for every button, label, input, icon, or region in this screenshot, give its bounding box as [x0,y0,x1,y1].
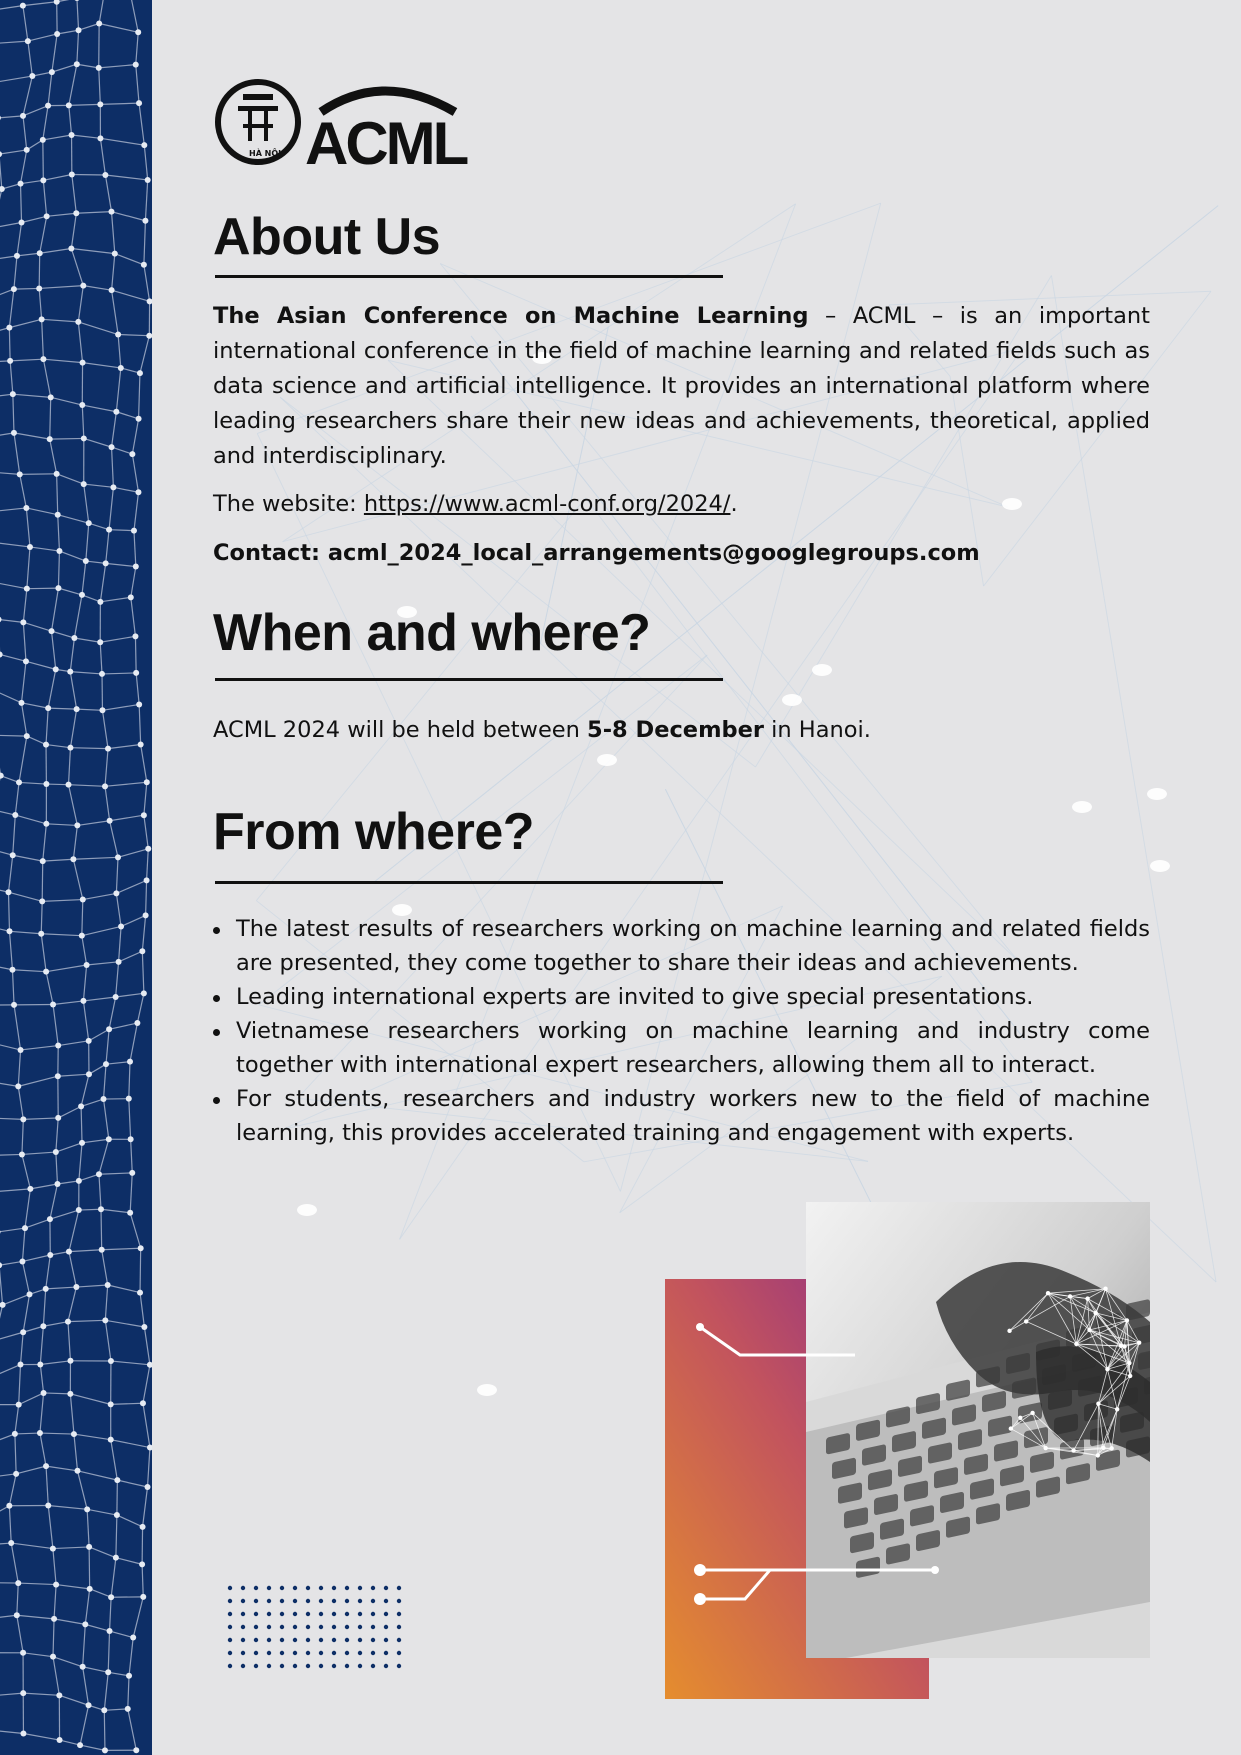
about-heading: About Us [213,208,441,266]
conference-name: The Asian Conference on Machine Learning [213,303,809,329]
circuit-lines-graphic [665,1279,985,1699]
hanoi-emblem-icon [218,82,298,162]
event-dates: 5-8 December [587,717,764,743]
intro-text: – ACML – is an important international conference in the field of machine learning and related fields such as data science and artificial intelligence. It provides an international platform where leading researchers share their new ideas and achievements, theoretical, applied and interdisciplinary. [213,303,1150,469]
acml-logo [305,91,468,168]
about-intro-paragraph [213,299,1150,474]
conference-logo [213,76,483,168]
list-item: Vietnamese researchers working on machine learning and industry come together with international expert researchers, allowing them all to interact. [213,1014,1150,1082]
benefits-list [213,912,1150,1150]
hanoi-emblem-text: HÀ NỘI [249,149,282,158]
website-link[interactable]: https://www.acml-conf.org/2024/ [363,491,731,517]
when-text [213,713,1150,748]
website-line [213,487,1150,522]
sidebar-decoration [0,0,152,1755]
website-suffix: . [730,491,738,517]
contact-line: Contact: acml_2024_local_arrangements@googlegroups.com [213,540,980,566]
when-heading: When and where? [213,604,651,662]
from-heading: From where? [213,803,534,861]
when-text-before: ACML 2024 will be held between [213,717,588,743]
website-prefix: The website: [213,491,364,517]
network-mesh-graphic [0,0,152,1755]
from-heading-rule [215,881,723,884]
when-heading-rule [215,678,723,681]
list-item: Leading international experts are invited to give special presentations. [213,980,1150,1014]
dot-grid-decoration [226,1584,404,1670]
when-text-after: in Hanoi. [763,717,871,743]
list-item: The latest results of researchers working on machine learning and related fields are presented, they come together to share their ideas and achievements. [213,912,1150,980]
list-item: For students, researchers and industry workers new to the field of machine learning, this provides accelerated training and engagement with experts. [213,1082,1150,1150]
acml-logo-text: ACML [305,110,467,168]
about-heading-rule [215,275,723,278]
